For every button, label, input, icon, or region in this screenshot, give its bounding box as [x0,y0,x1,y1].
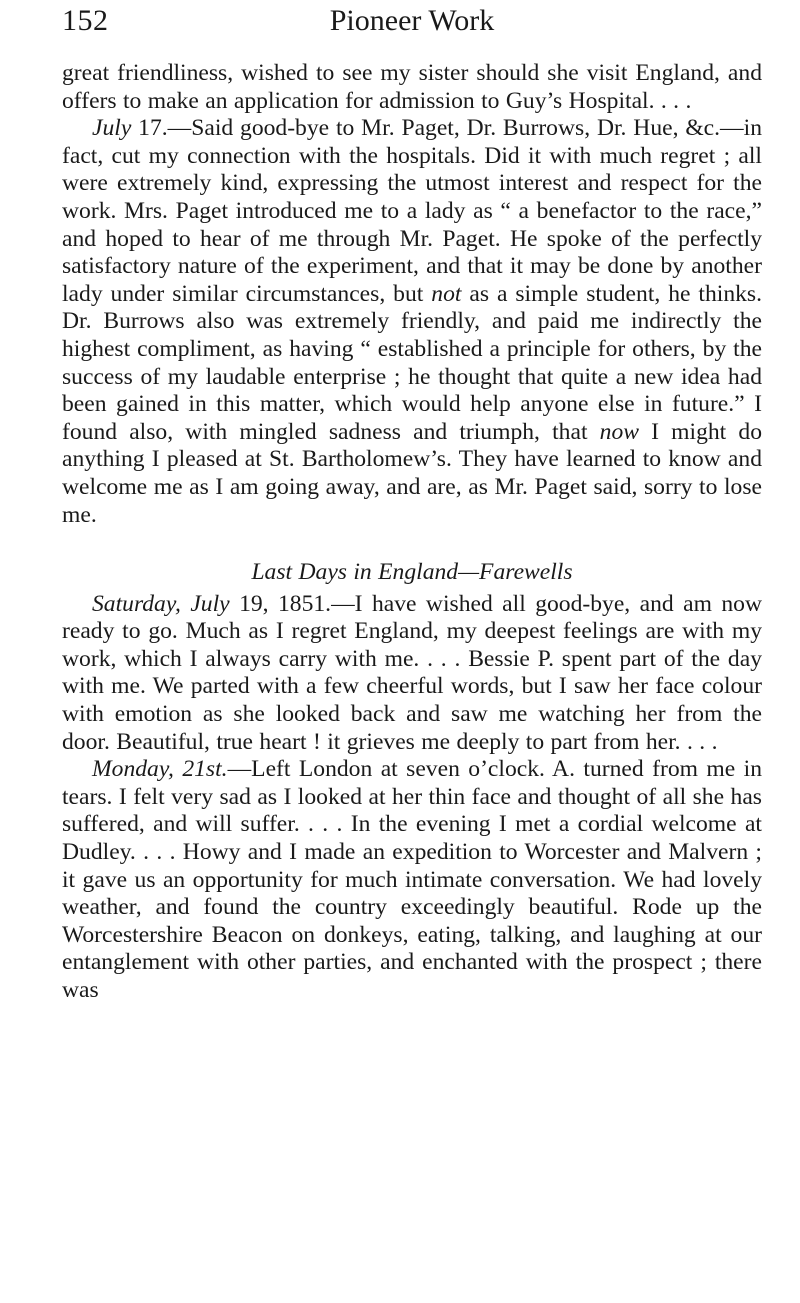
entry-date: July [92,115,132,142]
paragraph-text: 19, 1851.—I have wished all good-bye, and am now ready to go. Much as I regret England, my deepest feelings are with my work, which I always carry with me. . . . Bessie P. spent part of the day with me. We parted with a few cheerful words, but I saw her face colour with emotion as she looked back and saw me watching her from the door. Beautiful, true heart ! it grieves me deeply to part from her. . . . [62,590,763,755]
emphasis-text: now [599,418,639,445]
paragraph-july-17 [62,115,762,529]
section-heading: Last Days in England—Farewells [251,559,573,586]
page-number: 152 [62,4,109,37]
paragraph-text: I might do anything I pleased at St. Bartholomew’s. They have learned to know and welcome me as I am going away, and are, as Mr. Paget said, sorry to lose me. [62,418,762,528]
entry-date: Saturday, July [92,590,230,617]
paragraph-text: 17.—Said good-bye to Mr. Paget, Dr. Burrows, Dr. Hue, &c.—in fact, cut my connection with the hospitals. Did it with much regret ; all were extremely kind, expressing the utmost interest and respect for the work. Mrs. Paget introduced me to a lady as “ a benefactor to the race,” and hoped to hear of me through Mr. Paget. He spoke of the perfectly satisfactory nature of the experiment, and that it may be done by another lady under similar circumstances, but [62,115,762,307]
paragraph-continuation [62,60,762,115]
emphasis-text: not [431,280,462,307]
entry-date: Monday, 21st. [92,756,228,783]
running-title: Pioneer Work [329,4,495,37]
body-text [62,60,762,1005]
paragraph-text: great friendliness, wished to see my sister should she visit England, and offers to make an application for admission to Guy’s Hospital. . . . [62,60,762,114]
running-head [62,0,762,60]
paragraph-text: as a simple student, he thinks. Dr. Burrows also was extremely friendly, and paid me indirectly the highest compliment, as having “ established a principle for others, by the success of my laudable enterprise ; he thought that quite a new idea had been gained in this matter, which would help anyone else in future.” I found also, with mingled sadness and triumph, that [62,280,763,445]
paragraph-text: —Left London at seven o’clock. A. turned from me in tears. I felt very sad as I looked at her thin face and thought of all she has suffered, and will suffer. . . . In the evening I met a cordial welcome at Dudley. . . . Howy and I made an expedition to Worcester and Malvern ; it gave us an opportunity for much intimate conversation. We had lovely weather, and found the country exceedingly beautiful. Rode up the Worcestershire Beacon on donkeys, eating, talking, and laughing at our entanglement with other parties, and enchanted with the prospect ; there was [62,756,762,1003]
paragraph-monday-21 [62,756,762,1004]
paragraph-july-19 [62,591,762,757]
